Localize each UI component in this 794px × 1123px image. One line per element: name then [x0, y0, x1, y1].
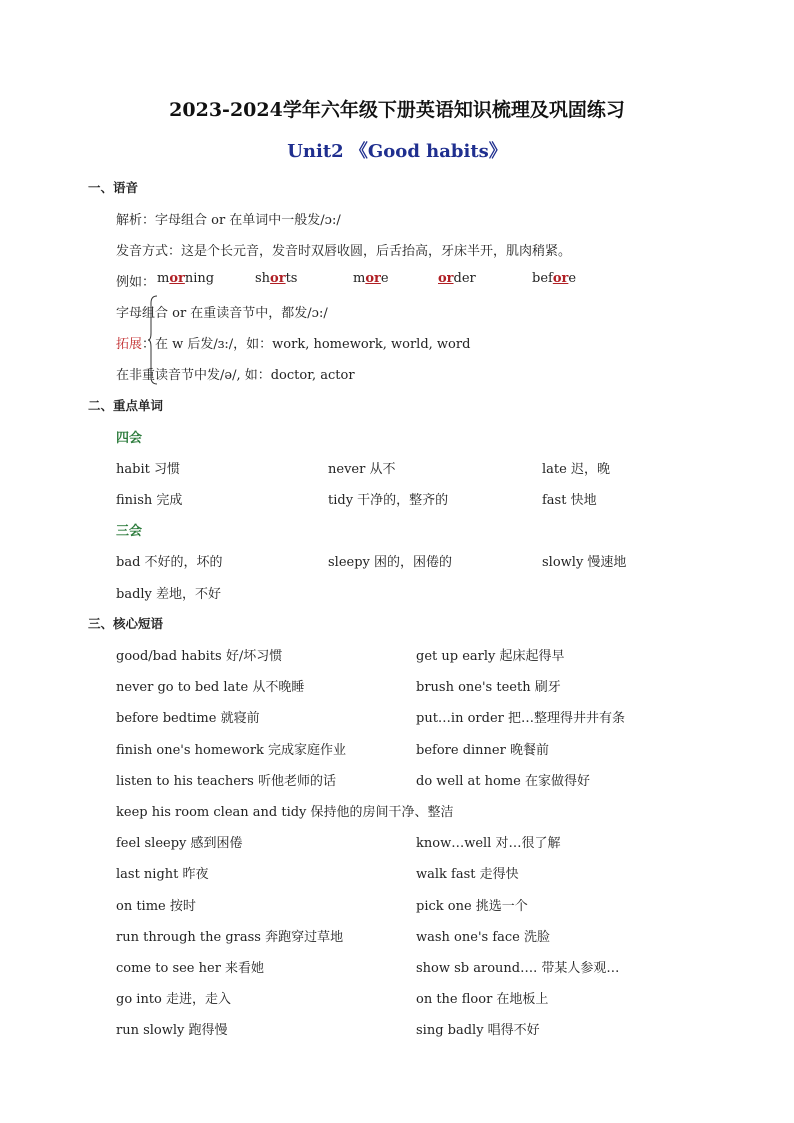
phrase-item: on the floor 在地板上: [416, 992, 549, 1007]
example-word: shorts: [255, 271, 298, 286]
phrase-item: finish one's homework 完成家庭作业: [116, 743, 347, 758]
phrase-item: put…in order 把…整理得井井有条: [416, 711, 625, 726]
stressed-rule: 字母组合 or 在重读音节中，都发/ɔ:/: [116, 306, 328, 321]
phrase-item: good/bad habits 好/坏习惯: [116, 649, 283, 664]
page-title: 2023-2024学年六年级下册英语知识梳理及巩固练习: [169, 99, 625, 121]
phrase-item: get up early 起床起得早: [416, 649, 565, 664]
example-word: before: [532, 271, 577, 286]
phrase-item: last night 昨夜: [116, 867, 209, 882]
example-word: more: [353, 271, 389, 286]
section-heading-keywords: 二、重点单词: [88, 398, 164, 413]
phrase-item: before bedtime 就寝前: [116, 711, 260, 726]
phrase-item: come to see her 来看她: [116, 961, 265, 976]
phrase-item: run through the grass 奔跑穿过草地: [116, 930, 344, 945]
extension-rule: 拓展：在 w 后发/ɜ:/，如：work, homework, world, word: [116, 337, 471, 352]
phrase-item: pick one 挑选一个: [416, 899, 528, 914]
vocab-item: badly 差地，不好: [116, 587, 222, 602]
phrase-item: brush one's teeth 刷牙: [416, 680, 561, 695]
vocab-item: bad 不好的，坏的: [116, 555, 223, 570]
brace-bracket: [148, 295, 158, 385]
vocab-item: habit 习惯: [116, 462, 180, 477]
phrase-item: never go to bed late 从不晚睡: [116, 680, 305, 695]
section-heading-phrases: 三、核心短语: [88, 616, 164, 631]
vocab-item: slowly 慢速地: [542, 555, 627, 570]
phrase-item: show sb around…. 带某人参观…: [416, 961, 620, 976]
three-skills-label: 三会: [116, 524, 143, 539]
vocab-item: late 迟，晚: [542, 462, 610, 477]
phrase-item: listen to his teachers 听他老师的话: [116, 774, 336, 789]
phrase-item: before dinner 晚餐前: [416, 743, 549, 758]
four-skills-label: 四会: [116, 431, 143, 446]
phrase-item: go into 走进，走入: [116, 992, 231, 1007]
vocab-item: fast 快地: [542, 493, 597, 508]
phrase-item: run slowly 跑得慢: [116, 1023, 228, 1038]
phrase-item: feel sleepy 感到困倦: [116, 836, 243, 851]
vocab-item: sleepy 困的，困倦的: [328, 555, 453, 570]
unstressed-rule: 在非重读音节中发/ə/, 如：doctor, actor: [116, 368, 355, 383]
phrase-item: on time 按时: [116, 899, 196, 914]
phrase-item: do well at home 在家做得好: [416, 774, 591, 789]
example-word: morning: [157, 271, 215, 286]
phrase-item: sing badly 唱得不好: [416, 1023, 540, 1038]
examples-label: 例如：: [116, 275, 156, 290]
phrase-item: wash one's face 洗脸: [416, 930, 550, 945]
example-word: order: [438, 271, 476, 286]
vocab-item: finish 完成: [116, 493, 183, 508]
section-heading-phonetics: 一、语音: [88, 180, 139, 195]
phrase-item: know…well 对…很了解: [416, 836, 561, 851]
phonetics-analysis: 解析：字母组合 or 在单词中一般发/ɔ:/: [116, 213, 341, 228]
vocab-item: never 从不: [328, 462, 396, 477]
phonetics-method: 发音方式：这是个长元音，发音时双唇收圆，后舌抬高，牙床半开，肌肉稍紧。: [116, 244, 572, 259]
extension-label: 拓展: [116, 337, 143, 352]
phrase-item: walk fast 走得快: [416, 867, 519, 882]
unit-subtitle: Unit2 《Good habits》: [287, 141, 507, 162]
vocab-item: tidy 干净的，整齐的: [328, 493, 449, 508]
phrase-item: keep his room clean and tidy 保持他的房间干净、整洁: [116, 805, 454, 820]
